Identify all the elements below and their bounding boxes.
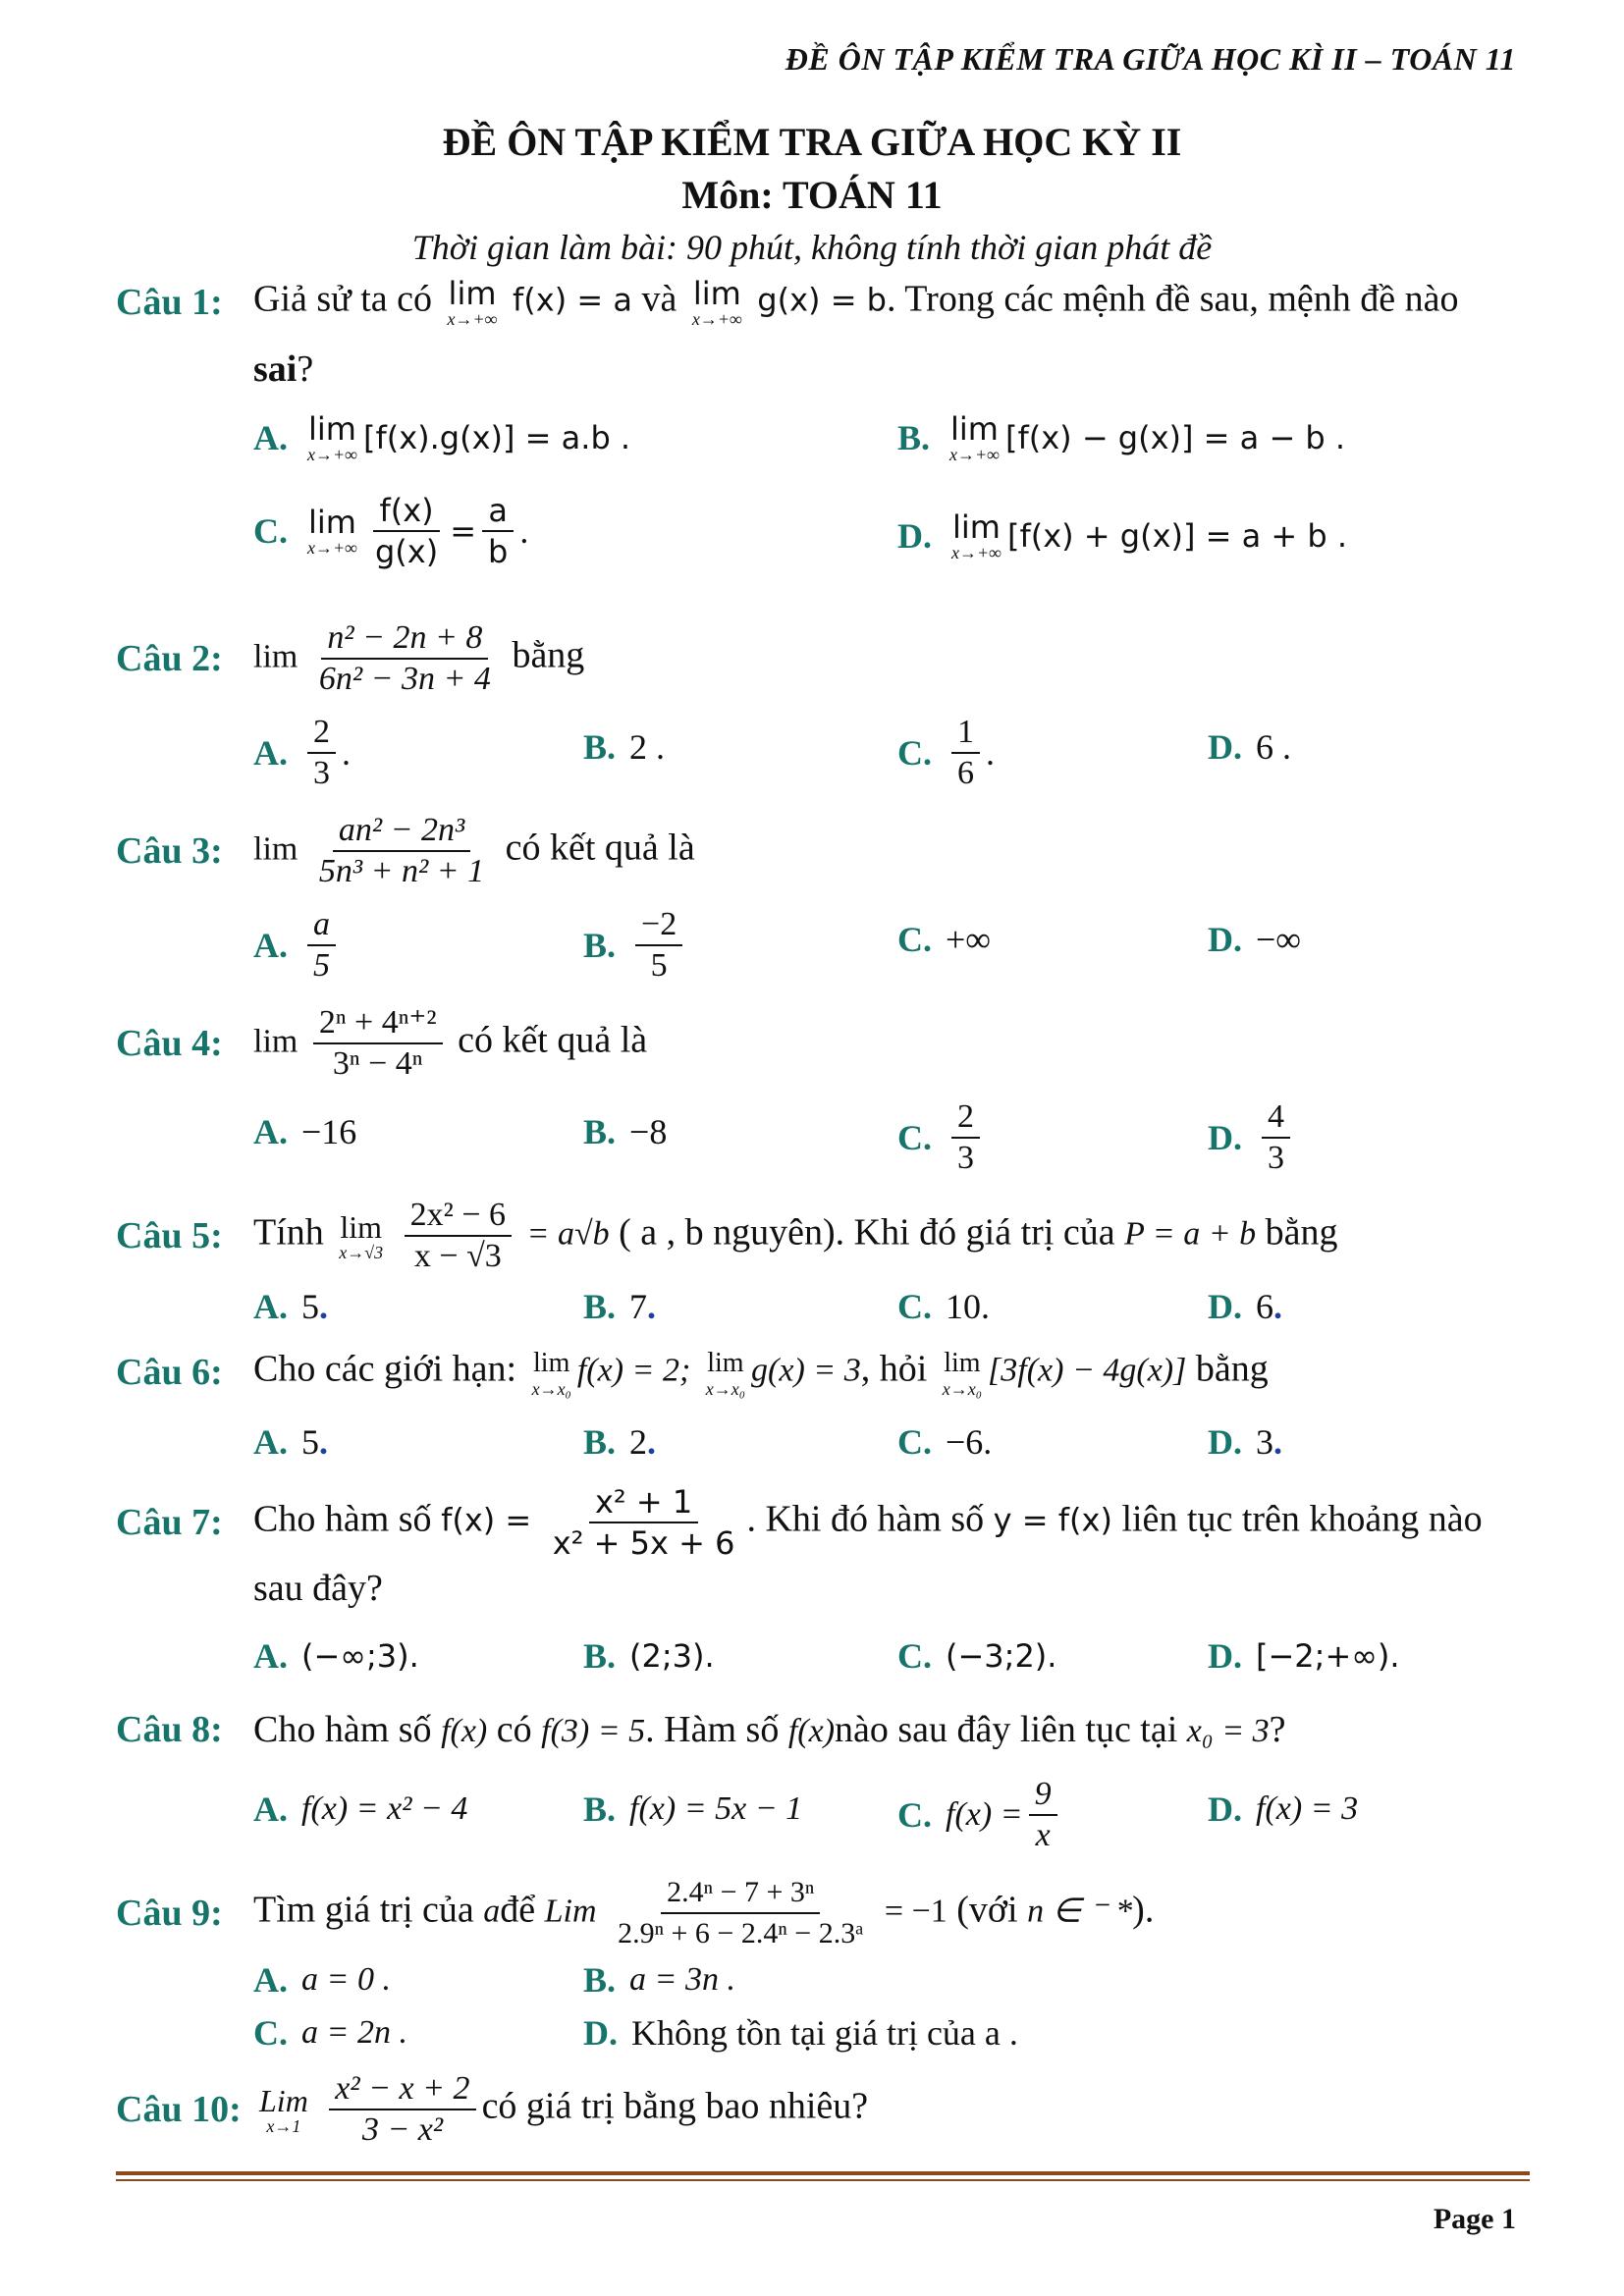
exam-subject: Môn: TOÁN 11 (681, 173, 943, 217)
title-block (0, 116, 1624, 273)
question-label: Câu 10: (116, 2089, 242, 2130)
option-a[interactable]: A. 5 . (253, 1287, 328, 1326)
option-b[interactable]: B. a = 3n . (583, 1960, 735, 2000)
option-c[interactable]: C. −6. (897, 1422, 993, 1462)
option-a[interactable]: A. $\frac{a}{5}$ (253, 905, 342, 986)
question-text: lim $\frac{\text{an² − 2n³}}{\text{5n³ + n² + 1}}$ có kết quả là (253, 812, 695, 889)
option-d[interactable]: D. 3 . (1208, 1422, 1282, 1462)
option-a[interactable]: A. $\frac{2}{3}$ . (253, 714, 351, 791)
footer-rule-thin (116, 2179, 1530, 2181)
question-4 (116, 1003, 1530, 1084)
option-c[interactable]: C. +∞ (897, 920, 991, 959)
question-text: Lim x→1 $\frac{\text{x² − x + 2}}{\text{3 − x²}}$ có giá trị bằng bao nhiêu? (259, 2070, 869, 2148)
option-d[interactable]: D. f(x) = 3 (1208, 1789, 1359, 1829)
footer-rule (116, 2171, 1530, 2175)
question-text: Cho các giới hạn: lim x→x₀ f(x) = 2; lim x→x₀ g(x) = 3, hỏi lim x→x₀ [3f(x) − 4g(x)] bằng (253, 1348, 1269, 1399)
question-text: Tìm giá trị của ađể Lim $\frac{\text{2.4ⁿ − 7 + 3ⁿ}}{\text{2.9ⁿ + 6 − 2.4ⁿ − 2.3ᵃ}}$ = −1 (với n ∈ ⁻ *). (253, 1873, 1530, 1953)
question-text: Cho hàm số f(x) = $\frac{\text{x² + 1}}{\text{x² + 5x + 6}}$ . Khi đó hàm số y = f(x) liên tục trên khoảng nào (253, 1483, 1483, 1562)
question-label: Câu 9: (116, 1893, 223, 1934)
option-a[interactable]: A. (−∞;3). (253, 1636, 419, 1676)
option-c[interactable]: C. a = 2n . (253, 2013, 407, 2053)
option-b[interactable]: B. (2;3). (583, 1636, 715, 1676)
option-d[interactable]: D. [−2;+∞). (1208, 1636, 1400, 1676)
question-1: Câu 1: Giả sử ta có lim x→+∞ f(x) = a và lim x→+∞ g(x) = b. Trong các mệnh đề sau, mệnh đề nào sai? (116, 277, 1530, 391)
option-b[interactable]: B. 7 . (583, 1287, 657, 1326)
question-text: Giả sử ta có lim x→+∞ f(x) = a và lim x→+∞ g(x) = b. Trong các mệnh đề sau, mệnh đề nào (253, 275, 1459, 329)
question-10 (116, 2069, 1530, 2150)
option-b[interactable]: B. 2 . (583, 1422, 657, 1462)
option-d[interactable]: D. 6 . (1208, 727, 1291, 767)
option-d[interactable]: D. lim x→+∞ [f(x) + g(x)] = a + b . (897, 508, 1348, 562)
option-a[interactable]: A. f(x) = x² − 4 (253, 1789, 468, 1829)
option-c[interactable]: C. 10. (897, 1287, 990, 1326)
option-c[interactable]: C. (−3;2). (897, 1636, 1057, 1676)
option-b[interactable]: B. −8 (583, 1112, 668, 1151)
exam-title: ĐỀ ÔN TẬP KIỂM TRA GIỮA HỌC KỲ II (442, 120, 1182, 164)
question-label: Câu 4: (116, 1023, 223, 1064)
limit-expr: lim x→+∞ (447, 275, 498, 329)
question-label: Câu 8: (116, 1709, 223, 1750)
option-a[interactable]: A. a = 0 . (253, 1960, 391, 2000)
option-c[interactable]: C. f(x) = $\frac{9}{x}$ (897, 1775, 1063, 1855)
question-9 (116, 1873, 1530, 1953)
option-c[interactable]: C. lim x→+∞ $\frac{f(x)}{g(x)}$ = $\frac{a}{b}$ . (253, 492, 529, 570)
question-label: Câu 5: (116, 1215, 223, 1256)
keyword-sai: sai (253, 348, 298, 390)
question-8 (116, 1708, 1530, 1751)
question-text: Tính lim x→√3 $\frac{\text{2x² − 6}}{x - √3}$ = a√b ( a , b nguyên). Khi đó giá trị của P = a + b bằng (253, 1197, 1338, 1274)
question-3 (116, 811, 1530, 891)
page-header: ĐỀ ÔN TẬP KIỂM TRA GIỮA HỌC KÌ II – TOÁN 11 (785, 41, 1516, 77)
question-5 (116, 1196, 1530, 1276)
option-a[interactable]: A. −16 (253, 1112, 357, 1151)
question-text: lim $\frac{\text{n² − 2n + 8}}{\text{6n² − 3n + 4}}$ bằng (253, 619, 585, 697)
question-text: Cho hàm số f(x) có f(3) = 5. Hàm số f(x)nào sau đây liên tục tại x₀ = 3? (253, 1709, 1286, 1750)
option-d[interactable]: D. $\frac{4}{3}$ (1208, 1097, 1296, 1178)
option-d[interactable]: D. 6 . (1208, 1287, 1282, 1326)
question-text: lim $\frac{\text{2ⁿ + 4ⁿ⁺²}}{\text{3ⁿ − 4ⁿ}}$ có kết quả là (253, 1004, 648, 1082)
question-label: Câu 6: (116, 1352, 223, 1393)
option-b[interactable]: B. f(x) = 5x − 1 (583, 1789, 803, 1829)
option-d[interactable]: D. Không tồn tại giá trị của a . (583, 2013, 1018, 2053)
option-b[interactable]: B. 2 . (583, 727, 666, 767)
question-label: Câu 3: (116, 830, 223, 872)
option-a[interactable]: A. 5 . (253, 1422, 328, 1462)
question-label: Câu 7: (116, 1502, 223, 1543)
exam-time: Thời gian làm bài: 90 phút, không tính thời gian phát đề (411, 228, 1213, 267)
page-number: Page 1 (1433, 2203, 1516, 2235)
option-c[interactable]: C. $\frac{1}{6}$ . (897, 714, 995, 791)
question-6 (116, 1347, 1530, 1398)
option-d[interactable]: D. −∞ (1208, 920, 1301, 959)
limit-expr: lim x→+∞ (691, 275, 742, 329)
option-b[interactable]: B. lim x→+∞ [f(x) − g(x)] = a − b . (897, 410, 1346, 464)
question-7: Câu 7: Cho hàm số f(x) = $\frac{\text{x² + 1}}{\text{x² + 5x + 6}}$ . Khi đó hàm số y = f(x) liên tục trên khoảng nào sau đây? (116, 1482, 1530, 1610)
question-2 (116, 618, 1530, 699)
option-c[interactable]: C. $\frac{2}{3}$ (897, 1097, 986, 1178)
option-b[interactable]: B. $\frac{-2}{5}$ (583, 905, 688, 986)
question-label: Câu 1: (116, 282, 223, 323)
question-label: Câu 2: (116, 638, 223, 679)
option-a[interactable]: A. lim x→+∞ [f(x).g(x)] = a.b . (253, 410, 631, 464)
